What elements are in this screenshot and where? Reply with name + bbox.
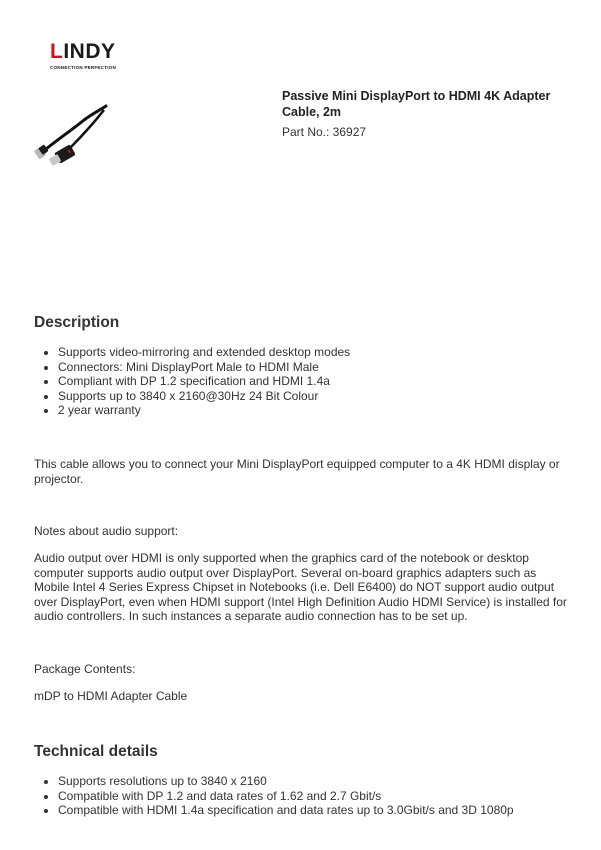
part-number: Part No.: 36927: [282, 125, 367, 139]
cable-product-photo: [34, 102, 114, 168]
technical-details-heading: Technical details: [34, 743, 158, 760]
logo-rest: INDY: [63, 40, 116, 63]
product-title: Passive Mini DisplayPort to HDMI 4K Adapter Cable, 2m: [282, 89, 551, 119]
list-item: • Supports video-mirroring and extended desktop modes: [58, 345, 350, 360]
list-item: • Compatible with HDMI 1.4a specification and data rates up to 3.0Gbit/s and 3D 1080p: [58, 803, 514, 818]
list-item: • Supports resolutions up to 3840 x 2160: [58, 774, 514, 789]
list-item: • Connectors: Mini DisplayPort Male to HDMI Male: [58, 360, 350, 375]
logo-accent-letter: L: [50, 40, 64, 63]
description-heading: Description: [34, 314, 120, 331]
logo-wordmark: [50, 42, 140, 62]
audio-notes-text: Audio output over HDMI is only supported when the graphics card of the notebook or desktop computer supports audio output over DisplayPort. Several on-board graphics adapters such as Mobile Intel 4 Series Express Chipset in Notebooks (i.e. Dell E6400) do NOT support audio output over DisplayPort, even when HDMI support (Intel High Definition Audio HDMI Service) is installed for audio controllers. In such instances a separate audio connection has to be set up.: [34, 551, 567, 624]
package-contents-text: mDP to HDMI Adapter Cable: [34, 689, 188, 703]
package-contents-label: Package Contents:: [34, 662, 136, 676]
list-item: • Compatible with DP 1.2 and data rates of 1.62 and 2.7 Gbit/s: [58, 789, 514, 804]
audio-notes-label: Notes about audio support:: [34, 524, 179, 538]
intro-paragraph: This cable allows you to connect your Mini DisplayPort equipped computer to a 4K HDMI display or projector.: [34, 457, 560, 486]
description-bullet-list: [40, 345, 350, 418]
product-header: [282, 88, 562, 140]
technical-bullet-list: [40, 774, 514, 818]
list-item: • Compliant with DP 1.2 specification and HDMI 1.4a: [58, 374, 350, 389]
logo-tagline: CONNECTION PERFECTION: [50, 65, 116, 70]
list-item: • 2 year warranty: [58, 403, 350, 418]
lindy-logo: [50, 42, 140, 72]
list-item: • Supports up to 3840 x 2160@30Hz 24 Bit Colour: [58, 389, 350, 404]
